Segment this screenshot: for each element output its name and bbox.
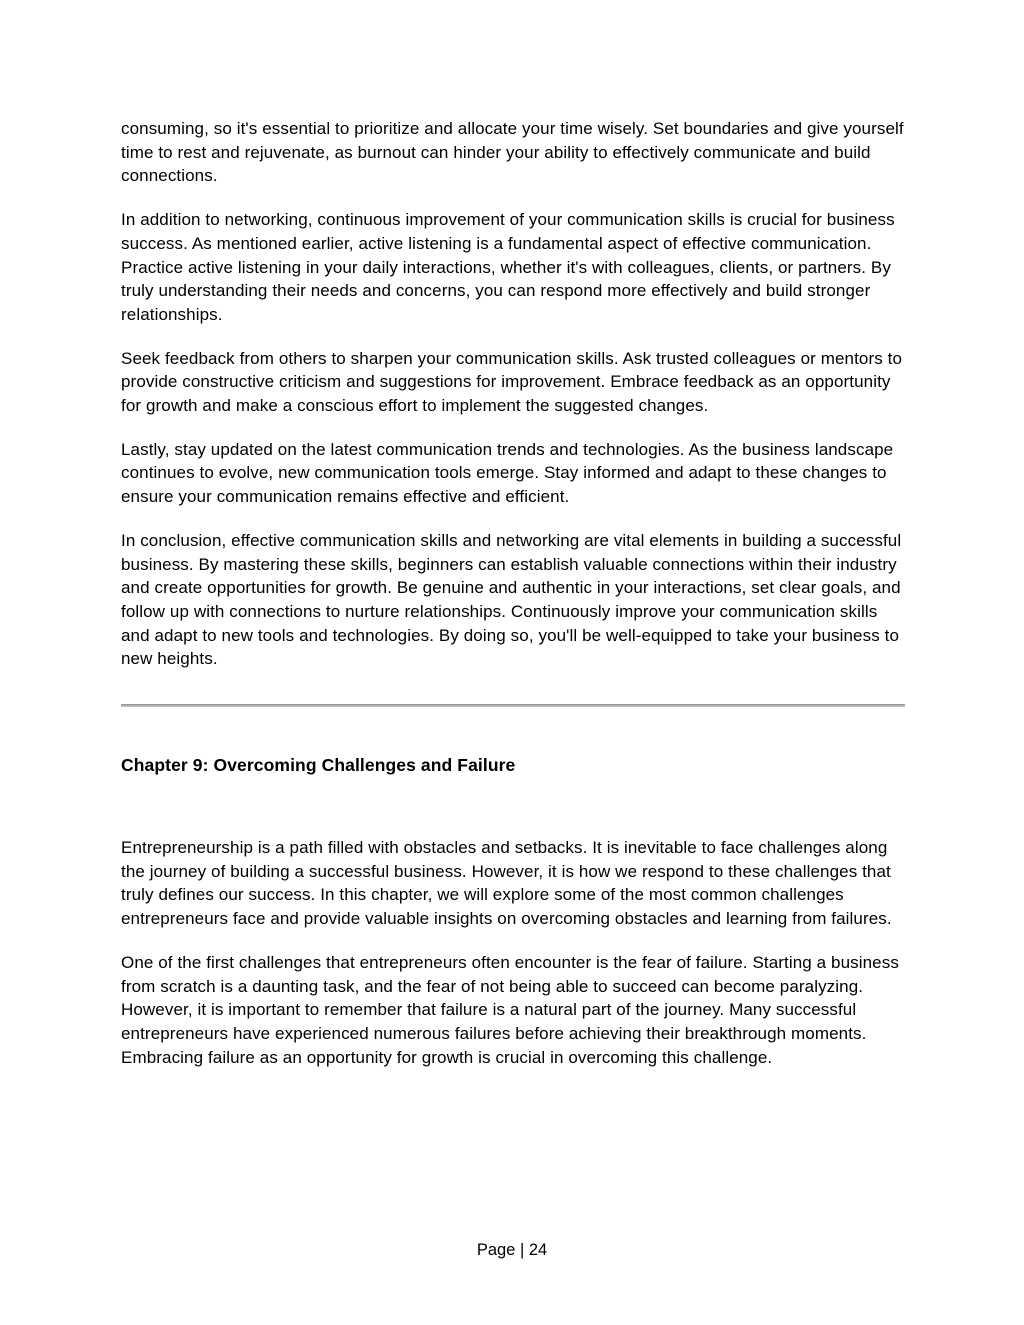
horizontal-rule (121, 704, 905, 707)
paragraph: Lastly, stay updated on the latest communication trends and technologies. As the business landscape continues to evolve, new communication tools emerge. Stay informed and adapt to these changes to ensure your communication remains effective and efficient. (121, 439, 894, 507)
chapter-heading: Chapter 9: Overcoming Challenges and Failure (121, 755, 516, 776)
paragraph: Entrepreneurship is a path filled with obstacles and setbacks. It is inevitable to face challenges along the journey of building a successful business. However, it is how we respond to these challenges that truly defines our success. In this chapter, we will explore some of the most common challenges entrepreneurs face and provide valuable insights on overcoming obstacles and learning from failures. (121, 838, 892, 929)
paragraph: Seek feedback from others to sharpen your communication skills. Ask trusted colleagues or mentors to provide constructive criticism and suggestions for improvement. Embrace feedback as an opportunity for growth and make a conscious effort to implement the suggested changes. (121, 348, 903, 416)
paragraph: In addition to networking, continuous improvement of your communication skills is crucial for business success. As mentioned earlier, active listening is a fundamental aspect of effective communication. Practice active listening in your daily interactions, whether it's with colleagues, clients, or partners. By truly understanding their needs and concerns, you can respond more effectively and build stronger relationships. (121, 210, 895, 324)
page-number: Page | 24 (476, 1241, 548, 1259)
paragraph: consuming, so it's essential to prioritize and allocate your time wisely. Set boundaries and give yourself time to rest and rejuvenate, as burnout can hinder your ability to effectively communicate and build connections. (121, 119, 904, 186)
document-body (121, 117, 905, 1089)
paragraph: One of the first challenges that entrepreneurs often encounter is the fear of failure. Starting a business from scratch is a daunting task, and the fear of not being able to succeed can become paralyzing. However, it is important to remember that failure is a natural part of the journey. Many successful entrepreneurs have experienced numerous failures before achieving their breakthrough moments. Embracing failure as an opportunity for growth is crucial in overcoming this challenge. (121, 952, 899, 1067)
paragraph: In conclusion, effective communication skills and networking are vital elements in building a successful business. By mastering these skills, beginners can establish valuable connections within their industry and create opportunities for growth. Be genuine and authentic in your interactions, set clear goals, and follow up with connections to nurture relationships. Continuously improve your communication skills and adapt to new tools and technologies. By doing so, you'll be well-equipped to take your business to new heights. (121, 530, 902, 669)
